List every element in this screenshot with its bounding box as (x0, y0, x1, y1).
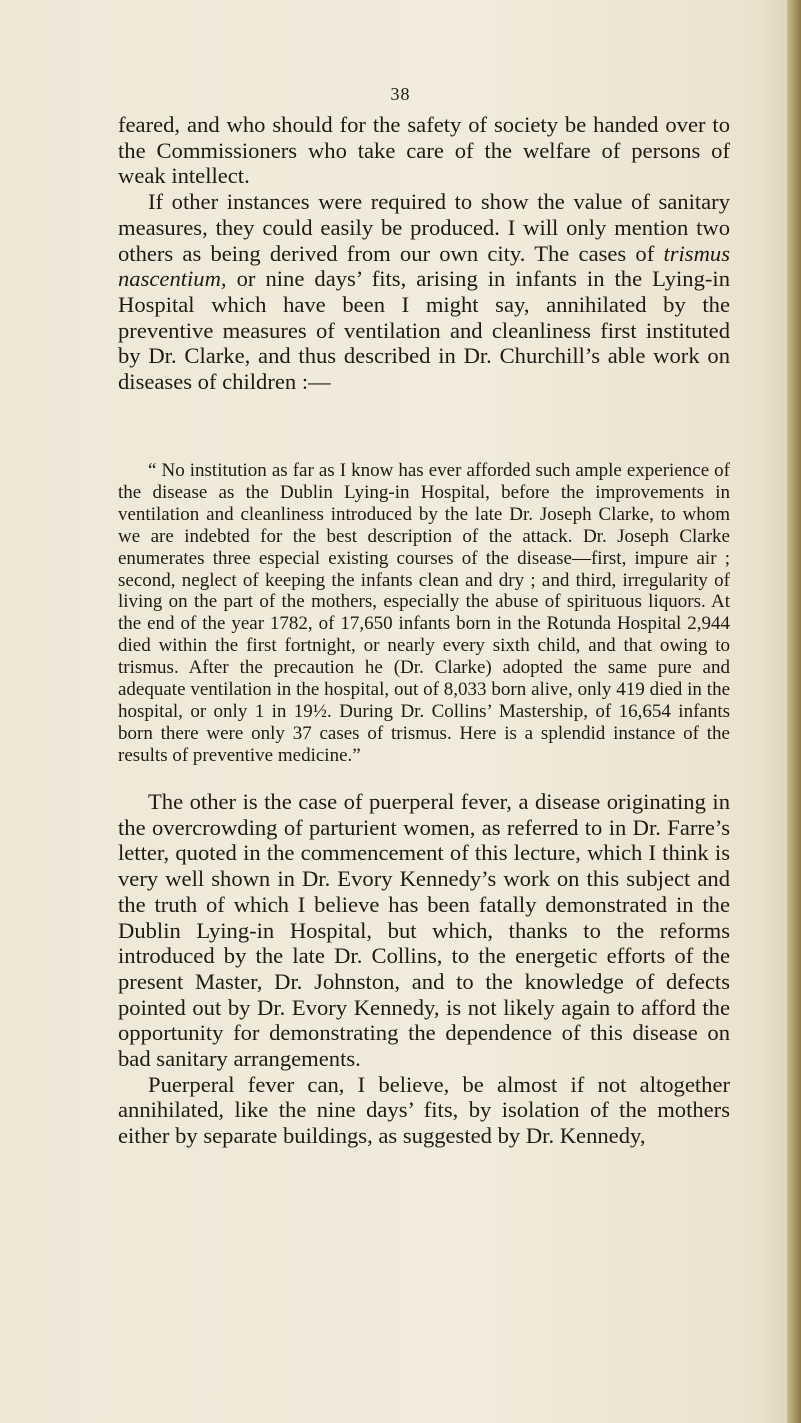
text-block-upper (118, 112, 730, 395)
italic-term: trismus nascentium, (118, 240, 730, 292)
page-edge (787, 0, 801, 1423)
paragraph-trismus (118, 189, 730, 395)
block-quote (118, 460, 730, 767)
paragraph-trismus-part2: or nine days’ fits, arising in infants in the Lying-in Hospital which have been I might say, annihilated by the preventive measures of ventilation and cleanliness first instituted by Dr. Clarke, and thus described in Dr. Churchill’s able work on diseases of children :— (118, 266, 730, 395)
paragraph-puerperal: The other is the case of puerperal fever, a disease originating in the overcrowding of parturient women, as referred to in Dr. Farre’s letter, quoted in the commencement of this lecture, which I think is very well shown in Dr. Evory Kennedy’s work on this subject and the truth of which I believe has been fatally demonstrated in the Dublin Lying-in Hospital, but which, thanks to the reforms introduced by the late Dr. Collins, to the energetic efforts of the present Master, Dr. Johnston, and to the knowledge of defects pointed out by Dr. Evory Kennedy, is not likely again to afford the opportunity for demonstrating the dependence of this disease on bad sanitary arrangements. (118, 789, 730, 1072)
quote-text: “ No institution as far as I know has ever afforded such ample experience of the disease as the Dublin Lying-in Hospital, before the improvements in ventilation and cleanliness introduced by the late Dr. Joseph Clarke, to whom we are indebted for the best description of the attack. Dr. Joseph Clarke enumerates three especial existing courses of the disease—first, impure air ; second, neglect of keeping the infants clean and dry ; and third, irregularity of living on the part of the mothers, especially the abuse of spirituous liquors. At the end of the year 1782, of 17,650 infants born in the Rotunda Hospital 2,944 died within the first fortnight, or nearly every sixth child, and that owing to trismus. After the precaution he (Dr. Clarke) adopted the same pure and adequate ventilation in the hospital, out of 8,033 born alive, only 419 died in the hospital, or only 1 in 19½. During Dr. Collins’ Mastership, of 16,654 infants born there were only 37 cases of trismus. Here is a splendid instance of the results of preventive medicine.” (118, 460, 730, 766)
paragraph-trismus-part1: If other instances were required to show the value of sanitary measures, they could easily be produced. I will only mention two others as being derived from our own city. The cases of (118, 189, 730, 266)
paragraph-isolation: Puerperal fever can, I believe, be almost if not altogether annihilated, like the nine days’ fits, by isolation of the mothers either by separate buildings, as suggested by Dr. Kennedy, (118, 1071, 730, 1149)
text-block-lower (118, 789, 730, 1149)
page-number: 38 (390, 84, 411, 104)
paragraph-continuation: feared, and who should for the safety of society be handed over to the Commissioners who take care of the welfare of persons of weak intellect. (118, 112, 730, 189)
